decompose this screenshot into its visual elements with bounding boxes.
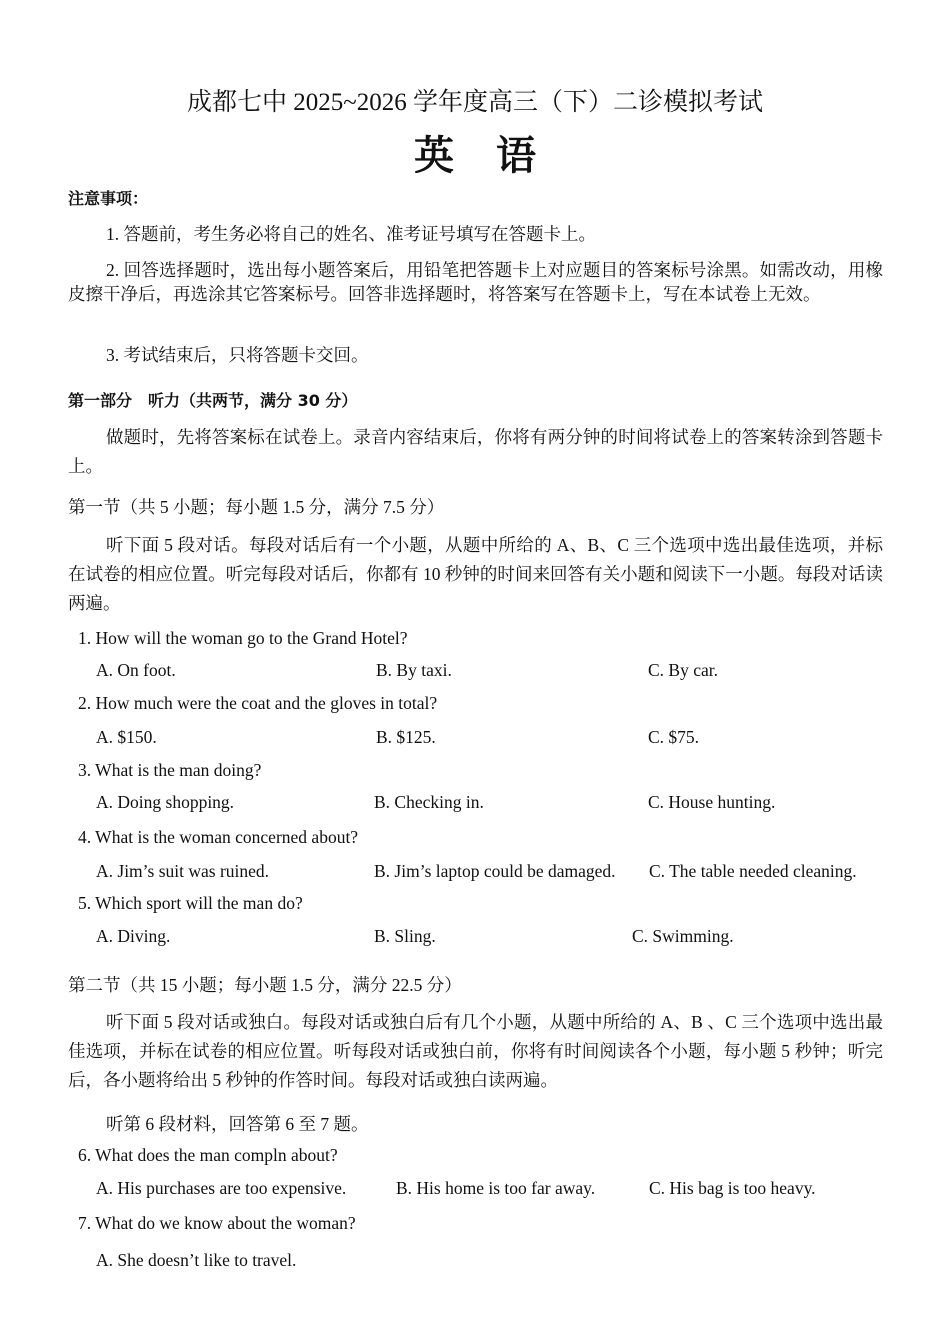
q5-option-c: C. Swimming. <box>632 926 734 946</box>
q6-option-b: B. His home is too far away. <box>396 1178 596 1198</box>
question-4: 4. What is the woman concerned about? <box>78 827 359 847</box>
q2-option-c: C. $75. <box>648 727 700 747</box>
part1-heading: 第一部分 听力（共两节，满分 30 分） <box>68 391 358 410</box>
notice-item-1: 1. 答题前，考生务必将自己的姓名、准考证号填写在答题卡上。 <box>106 224 596 244</box>
q3-option-c: C. House hunting. <box>648 792 776 812</box>
q1-option-a: A. On foot. <box>96 660 176 680</box>
q1-option-c: C. By car. <box>648 660 718 680</box>
q6-option-a: A. His purchases are too expensive. <box>96 1178 347 1198</box>
q5-option-b: B. Sling. <box>374 926 436 946</box>
subject-title: 英语 <box>414 133 578 178</box>
notice-item-3: 3. 考试结束后，只将答题卡交回。 <box>106 345 369 365</box>
q4-option-c: C. The table needed cleaning. <box>649 861 857 881</box>
section2-intro: 听下面 5 段对话或独白。每段对话或独白后有几个小题，从题中所给的 A、B 、C 三个选项中选出最佳选项，并标在试卷的相应位置。听每段对话或独白前，你将有时间阅读各个小题，每小题 5 秒钟；听完后，各小题将给出 5 秒钟的作答时间。每段对话或独白读两遍。 <box>68 1012 883 1090</box>
q3-option-a: A. Doing shopping. <box>96 792 235 812</box>
q2-option-a: A. $150. <box>96 727 157 747</box>
question-6: 6. What does the man compln about? <box>78 1145 338 1165</box>
q6-option-c: C. His bag is too heavy. <box>649 1178 816 1198</box>
q3-option-b: B. Checking in. <box>374 792 484 812</box>
notice-heading: 注意事项： <box>68 189 149 208</box>
question-7: 7. What do we know about the woman? <box>78 1213 356 1233</box>
material-6-instruction: 听第 6 段材料，回答第 6 至 7 题。 <box>106 1114 369 1134</box>
q4-option-b: B. Jim’s laptop could be damaged. <box>374 861 616 881</box>
section1-intro: 听下面 5 段对话。每段对话后有一个小题，从题中所给的 A、B、C 三个选项中选出最佳选项，并标在试卷的相应位置。听完每段对话后，你都有 10 秒钟的时间来回答有关小题和阅读下一小题。每段对话读两遍。 <box>68 535 883 613</box>
exam-title: 成都七中 2025~2026 学年度高三（下）二诊模拟考试 <box>186 89 764 116</box>
part1-intro: 做题时，先将答案标在试卷上。录音内容结束后，你将有两分钟的时间将试卷上的答案转涂到答题卡上。 <box>68 427 883 476</box>
notice-item-2: 2. 回答选择题时，选出每小题答案后，用铅笔把答题卡上对应题目的答案标号涂黑。如需改动，用橡皮擦干净后，再选涂其它答案标号。回答非选择题时，将答案写在答题卡上，写在本试卷上无效。 <box>68 260 883 304</box>
q7-option-a: A. She doesn’t like to travel. <box>96 1250 297 1270</box>
question-5: 5. Which sport will the man do? <box>78 893 303 913</box>
question-2: 2. How much were the coat and the gloves in total? <box>78 693 438 713</box>
question-1: 1. How will the woman go to the Grand Hotel? <box>78 628 408 648</box>
q2-option-b: B. $125. <box>376 727 436 747</box>
section2-heading: 第二节（共 15 小题；每小题 1.5 分，满分 22.5 分） <box>68 975 462 995</box>
q5-option-a: A. Diving. <box>96 926 171 946</box>
section1-heading: 第一节（共 5 小题；每小题 1.5 分，满分 7.5 分） <box>68 497 445 517</box>
q4-option-a: A. Jim’s suit was ruined. <box>96 861 270 881</box>
q1-option-b: B. By taxi. <box>376 660 452 680</box>
question-3: 3. What is the man doing? <box>78 760 262 780</box>
